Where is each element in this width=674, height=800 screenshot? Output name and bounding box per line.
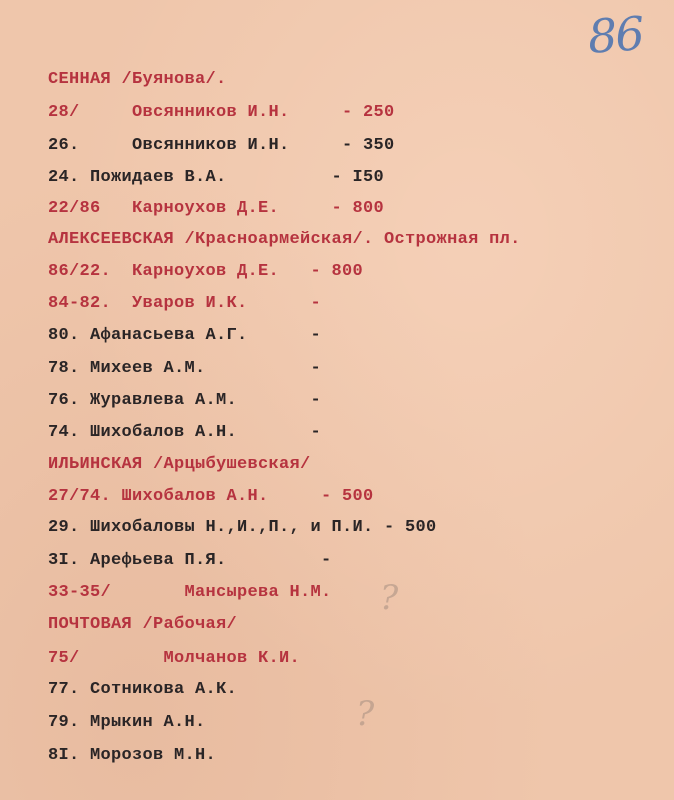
list-item: 75/ Молчанов К.И.: [48, 649, 301, 668]
list-item: 76. Журавлева А.М. -: [48, 391, 322, 410]
street-heading-pochtovaya: ПОЧТОВАЯ /Рабочая/: [48, 615, 238, 634]
list-item: 86/22. Карноухов Д.Е. - 800: [48, 262, 364, 281]
page-number: 86: [586, 6, 645, 64]
pencil-question-mark: ?: [380, 578, 399, 618]
list-item: 8I. Морозов М.Н.: [48, 746, 217, 765]
list-item: 24. Пожидаев В.А. - I50: [48, 168, 385, 187]
list-item: 3I. Арефьева П.Я. -: [48, 551, 332, 570]
street-heading-ilinskaya: ИЛЬИНСКАЯ /Арцыбушевская/: [48, 455, 311, 474]
list-item: 80. Афанасьева А.Г. -: [48, 326, 322, 345]
list-item: 28/ Овсянников И.Н. - 250: [48, 103, 395, 122]
list-item: 26. Овсянников И.Н. - 350: [48, 136, 395, 155]
list-item: 84-82. Уваров И.К. -: [48, 294, 322, 313]
list-item: 29. Шихобаловы Н.,И.,П., и П.И. - 500: [48, 518, 437, 537]
list-item: 77. Сотникова А.К.: [48, 680, 238, 699]
list-item: 78. Михеев А.М. -: [48, 359, 322, 378]
pencil-question-mark: ?: [356, 694, 375, 734]
street-heading-alekseevskaya: АЛЕКСЕЕВСКАЯ /Красноармейская/. Острожная пл.: [48, 230, 521, 249]
list-item: 74. Шихобалов А.Н. -: [48, 423, 322, 442]
list-item: 33-35/ Мансырева Н.М.: [48, 583, 332, 602]
list-item: 22/86 Карноухов Д.Е. - 800: [48, 199, 385, 218]
list-item: 79. Мрыкин А.Н.: [48, 713, 206, 732]
list-item: 27/74. Шихобалов А.Н. - 500: [48, 487, 374, 506]
street-heading-sennaya: СЕННАЯ /Буянова/.: [48, 70, 227, 89]
